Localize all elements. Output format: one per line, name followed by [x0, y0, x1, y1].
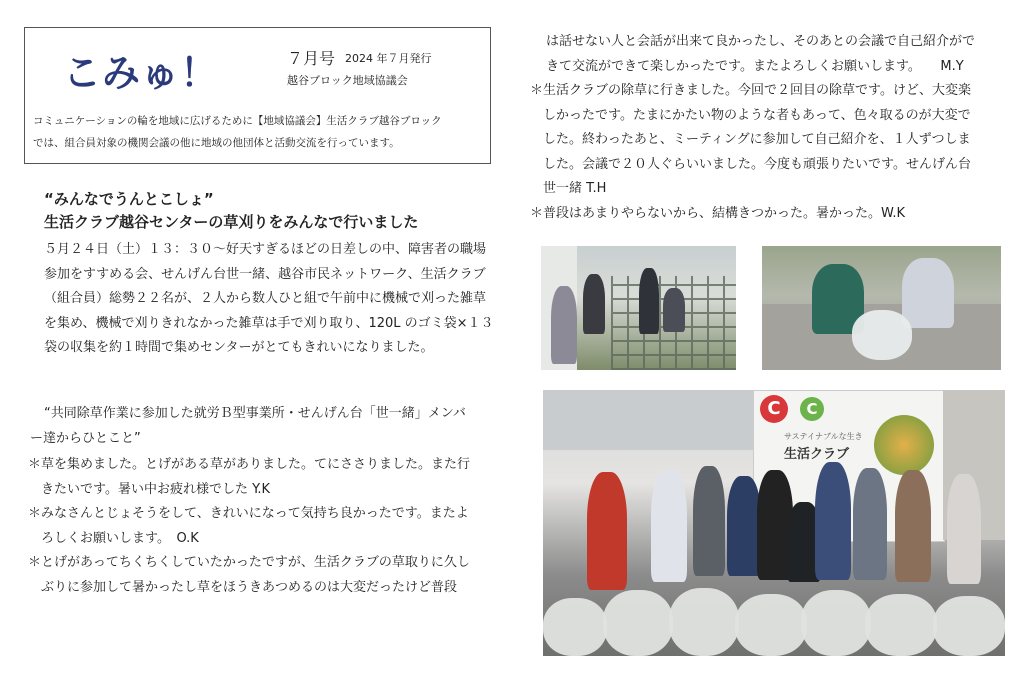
- comment-line: ＊生活クラブの除草に行きました。今回で２回目の除草です。けど、大変楽: [530, 83, 971, 98]
- person: [663, 288, 685, 332]
- person: [551, 286, 577, 364]
- person: [727, 476, 761, 576]
- comment-line: ＊とげがあってちくちくしていたかったですが、生活クラブの草取りに久し: [28, 555, 470, 570]
- comment-line: ぶりに参加して暑かったし草をほうきあつめるのは大変だったけど普段: [28, 579, 458, 595]
- members-heading-line: ー達からひとこと”: [30, 430, 141, 446]
- person: [895, 470, 931, 582]
- person: [902, 258, 954, 328]
- comment-line: きたいです。暑い中お疲れ様でした Y.K: [28, 481, 271, 497]
- comment-line: は話せない人と会話が出来て良かったし、そのあとの会議で自己紹介がで: [546, 34, 976, 49]
- photo-group: [543, 390, 1005, 656]
- truck-brand: 生活クラブ: [784, 447, 850, 462]
- body-line: ５月２４日（土）１３：３０～好天すぎるほどの日差しの中、障害者の職場: [44, 242, 487, 257]
- comment-line: ＊普段はあまりやらないから、結構きつかった。暑かった。W.K: [530, 205, 906, 221]
- comment-line: 世一緒 T.H: [530, 181, 607, 196]
- person: [587, 472, 627, 590]
- trash-bag: [865, 594, 937, 656]
- person: [853, 468, 887, 580]
- member-comments-left: [28, 453, 513, 600]
- member-comments-right: [530, 30, 1020, 226]
- person: [947, 474, 981, 584]
- comment-line: した。会議で２０人ぐらいいました。今度も頑張りたいです。せんげん台: [530, 156, 971, 172]
- trash-bag: [669, 588, 739, 656]
- truck-logo-green: C: [800, 397, 824, 421]
- organization-name: 越谷ブロック地域協議会: [287, 74, 408, 87]
- person: [583, 274, 605, 334]
- article-title-line: “みんなでうんとこしょ”: [44, 190, 214, 208]
- trash-bag: [801, 590, 871, 656]
- comment-line: ろしくお願いします。 O.K: [28, 530, 199, 546]
- issue-date: 2024 年７月発行: [345, 52, 432, 65]
- person: [639, 268, 659, 334]
- trash-bag: [603, 590, 673, 656]
- trash-bag: [735, 594, 807, 656]
- masthead: [24, 27, 491, 164]
- members-heading-line: “共同除草作業に参加した就労Ｂ型事業所・せんげん台「世一緒」メンバ: [44, 406, 466, 421]
- masthead-intro: [33, 110, 483, 154]
- article-title-line: 生活クラブ越谷センターの草刈りをみんなで行いました: [44, 213, 419, 231]
- person: [693, 466, 725, 576]
- intro-line: コミュニケーションの輪を地域に広げるために【地域協議会】生活クラブ越谷ブロック: [33, 115, 442, 127]
- body-line: を集め、機械で刈りきれなかった雑草は手で刈り取り、120L のゴミ袋×１３: [44, 315, 494, 331]
- truck-subtext: サステイナブルな生き: [784, 432, 863, 441]
- person: [651, 470, 687, 582]
- body-line: 参加をすすめる会、せんげん台世一緒、越谷市民ネットワーク、生活クラブ: [44, 266, 486, 282]
- intro-line: では、組合員対象の機関会議の他に地域の他団体と活動交流を行っています。: [33, 137, 400, 149]
- article-title: [44, 188, 418, 234]
- comment-line: ＊草を集めました。とげがある草がありました。てにささりました。また行: [28, 457, 471, 472]
- comment-line: ＊みなさんとじょそうをして、きれいになって気持ち良かったです。またよ: [28, 506, 469, 521]
- truck-logo-red: C: [760, 395, 788, 423]
- members-heading: [30, 402, 512, 451]
- trash-bag: [933, 596, 1005, 656]
- truck-vegetable-graphic: [874, 415, 934, 475]
- comment-line: きて交流ができて楽しかったです。またよろしくお願いします。 M.Y: [546, 58, 964, 74]
- photo-weeding-kneeling: [762, 246, 1001, 370]
- body-line: （組合員）総勢２２名が、２人から数人ひと組で午前中に機械で刈った雑草: [44, 291, 487, 306]
- comment-line: した。終わったあと、ミーティングに参加して自己紹介を、１人ずつしま: [530, 132, 971, 147]
- body-line: 袋の収集を約１時間で集めセンターがとてもきれいになりました。: [44, 340, 434, 355]
- article-body: [44, 238, 514, 361]
- issue-number: ７月号: [287, 49, 336, 68]
- photo-weeding-fence: [541, 246, 736, 370]
- comment-line: しかったです。たまにかたい物のような者もあって、色々取るのが大変で: [530, 107, 971, 123]
- trash-bag: [543, 598, 607, 656]
- newsletter-logo: こみゅ！: [63, 51, 220, 95]
- person: [815, 462, 851, 580]
- trash-bag: [852, 310, 912, 360]
